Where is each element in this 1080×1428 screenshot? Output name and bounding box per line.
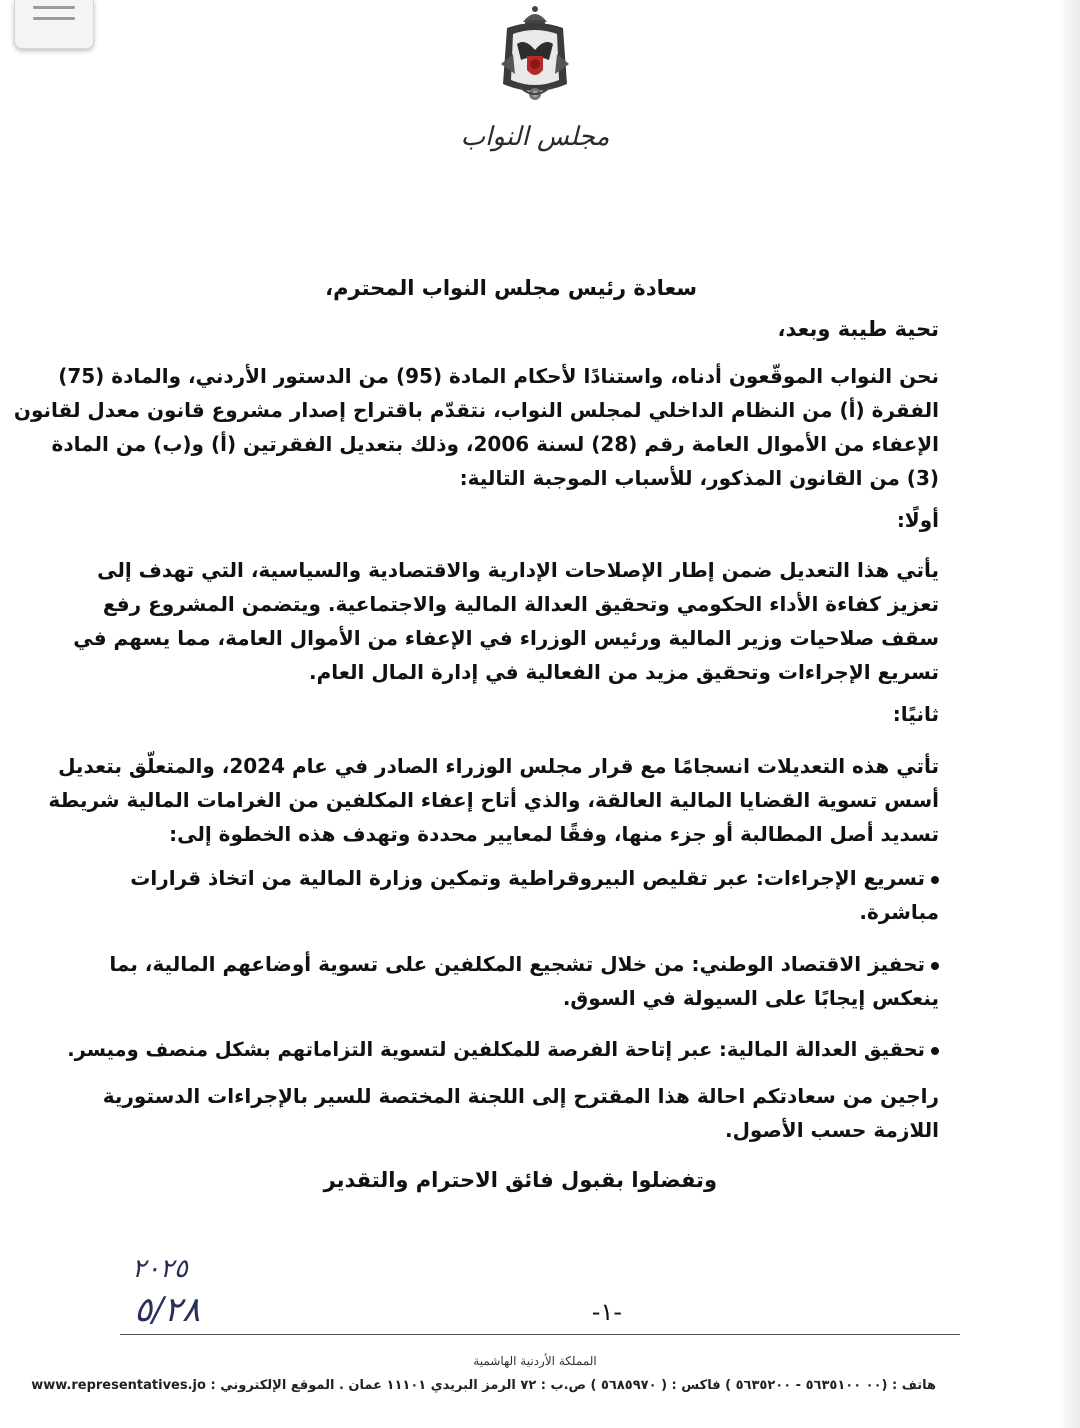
bullet-icon bbox=[931, 876, 939, 884]
bullet-item bbox=[67, 1038, 939, 1061]
bullet-item-continuation: مباشرة. bbox=[859, 900, 939, 924]
closing-line: وتفضلوا بقبول فائق الاحترام والتقدير bbox=[323, 1168, 717, 1192]
intro-line: نحن النواب الموقّعون أدناه، واستنادًا لأحكام المادة (95) من الدستور الأردني، والمادة (75) bbox=[58, 364, 939, 388]
bullet-icon bbox=[931, 1047, 939, 1055]
page-edge-shadow bbox=[1058, 0, 1080, 1428]
page-number: -١- bbox=[591, 1298, 622, 1326]
intro-line: الإعفاء من الأموال العامة رقم (28) لسنة 2006، وذلك بتعديل الفقرتين (أ) و(ب) من المادة bbox=[51, 432, 939, 456]
bullet-text: تسريع الإجراءات: عبر تقليص البيروقراطية وتمكين وزارة المالية من اتخاذ قرارات bbox=[130, 866, 925, 890]
second-section-line: تأتي هذه التعديلات انسجامًا مع قرار مجلس الوزراء الصادر في عام 2024، والمتعلّق بتعديل bbox=[58, 754, 939, 778]
second-section-line: تسديد أصل المطالبة أو جزء منها، وفقًا لمعايير محددة وتهدف هذه الخطوة إلى: bbox=[169, 822, 939, 846]
bullet-item bbox=[109, 952, 939, 976]
second-heading: ثانيًا: bbox=[892, 702, 939, 726]
request-line: اللازمة حسب الأصول. bbox=[724, 1118, 939, 1142]
bullet-item bbox=[130, 866, 939, 890]
menu-icon-bar bbox=[33, 17, 75, 20]
website-link[interactable]: www.representatives.jo bbox=[31, 1378, 206, 1393]
request-line: راجين من سعادتكم احالة هذا المقترح إلى اللجنة المختصة للسير بالإجراءات الدستورية bbox=[102, 1084, 939, 1108]
parliament-emblem-caption: مجلس النواب bbox=[460, 122, 610, 152]
intro-line: (3) من القانون المذكور، للأسباب الموجبة التالية: bbox=[459, 466, 939, 490]
handwritten-year: ٢٠٢٥ bbox=[132, 1254, 188, 1284]
footer-divider bbox=[120, 1334, 960, 1335]
royal-crest-icon bbox=[497, 4, 573, 106]
greeting: تحية طيبة وبعد، bbox=[777, 317, 939, 341]
bullet-item-continuation: ينعكس إيجابًا على السيولة في السوق. bbox=[562, 986, 939, 1010]
first-section-line: يأتي هذا التعديل ضمن إطار الإصلاحات الإدارية والاقتصادية والسياسية، التي تهدف إلى bbox=[97, 558, 939, 582]
footer-contact-info bbox=[31, 1378, 936, 1393]
second-section-line: أسس تسوية القضايا المالية العالقة، والذي أتاح إعفاء المكلفين من الغرامات المالية شريطة bbox=[48, 788, 939, 812]
intro-line: الفقرة (أ) من النظام الداخلي لمجلس النواب، نتقدّم باقتراح إصدار مشروع قانون معدل لقانون bbox=[13, 398, 939, 422]
bullet-text: تحفيز الاقتصاد الوطني: من خلال تشجيع المكلفين على تسوية أوضاعهم المالية، بما bbox=[109, 952, 925, 976]
bullet-icon bbox=[931, 962, 939, 970]
first-section-line: تسريع الإجراءات وتحقيق مزيد من الفعالية في إدارة المال العام. bbox=[308, 660, 939, 684]
salutation: سعادة رئيس مجلس النواب المحترم، bbox=[325, 276, 697, 300]
hamburger-menu-button[interactable] bbox=[14, 0, 94, 49]
footer-kingdom-name: المملكة الأردنية الهاشمية bbox=[473, 1354, 597, 1368]
handwritten-date: ٥/٢٨ bbox=[134, 1290, 201, 1330]
first-section-line: سقف صلاحيات وزير المالية ورئيس الوزراء في الإعفاء من الأموال العامة، مما يسهم في bbox=[73, 626, 939, 650]
first-heading: أولًا: bbox=[896, 508, 939, 532]
menu-icon bbox=[33, 6, 75, 9]
bullet-text: تحقيق العدالة المالية: عبر إتاحة الفرصة للمكلفين لتسوية التزاماتهم بشكل منصف وميسر. bbox=[67, 1038, 925, 1061]
footer-contact-details: هاتف : (٠٠ ٥٦٣٥١٠٠ - ٥٦٣٥٢٠٠ ) فاكس : ( ٥٦٨٥٩٧٠ ) ص.ب : ٧٢ الرمز البريدي ١١١٠١ عمان . الموقع الإلكتروني : bbox=[210, 1378, 936, 1393]
first-section-line: تعزيز كفاءة الأداء الحكومي وتحقيق العدالة المالية والاجتماعية. ويتضمن المشروع رفع bbox=[102, 592, 939, 616]
